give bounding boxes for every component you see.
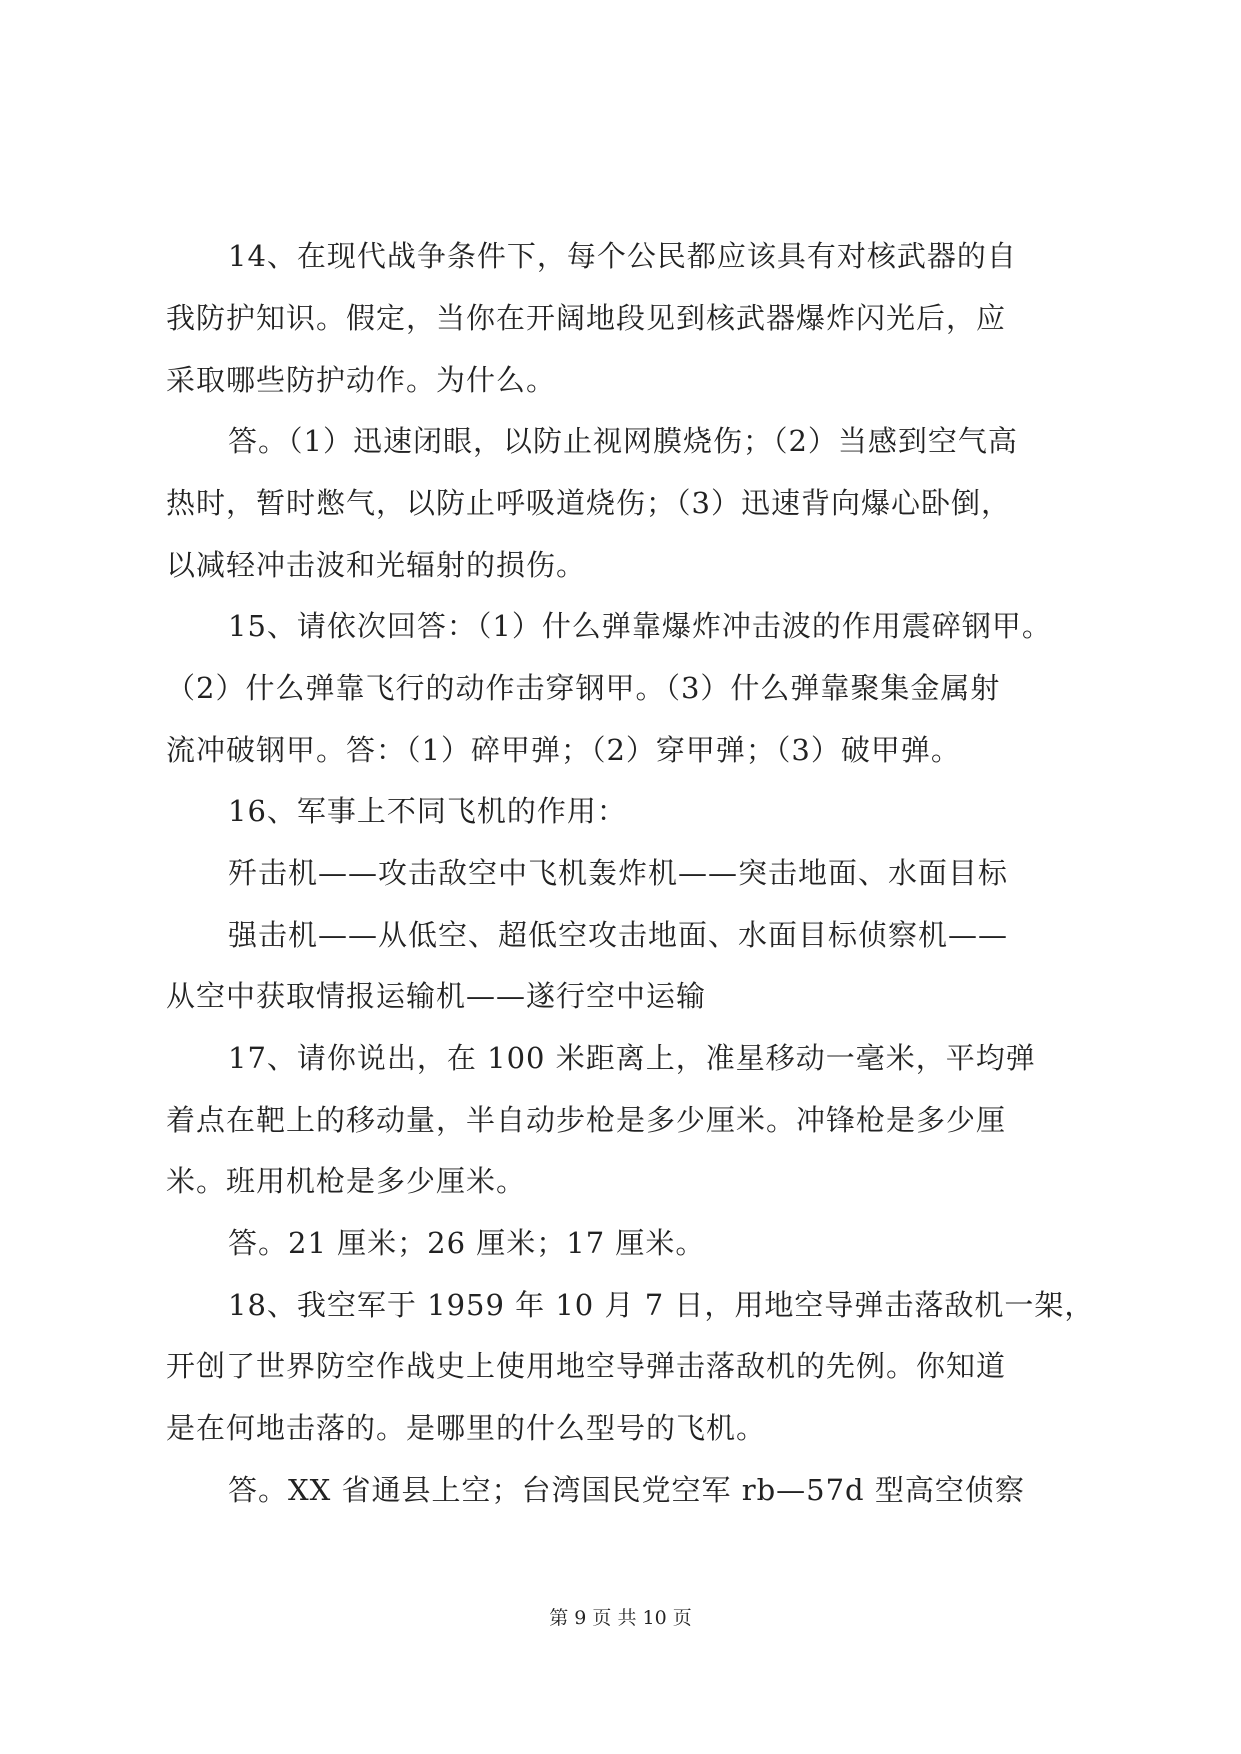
text-line: 强击机——从低空、超低空攻击地面、水面目标侦察机—— bbox=[228, 918, 1009, 952]
text-line: 以减轻冲击波和光辐射的损伤。 bbox=[166, 548, 587, 582]
text-line: 着点在靶上的移动量，半自动步枪是多少厘米。冲锋枪是多少厘 bbox=[166, 1103, 1007, 1137]
text-line: 答。（1）迅速闭眼，以防止视网膜烧伤；（2）当感到空气高 bbox=[228, 424, 1018, 458]
text-line: 18、我空军于 1959 年 10 月 7 日，用地空导弹击落敌机一架， bbox=[228, 1288, 1095, 1322]
text-line: 流冲破钢甲。答：（1）碎甲弹；（2）穿甲弹；（3）破甲弹。 bbox=[166, 733, 961, 767]
text-line: 17、请你说出，在 100 米距离上，准星移动一毫米，平均弹 bbox=[228, 1041, 1036, 1075]
text-line: 从空中获取情报运输机——遂行空中运输 bbox=[166, 979, 707, 1013]
text-line: 15、请依次回答：（1）什么弹靠爆炸冲击波的作用震碎钢甲。 bbox=[228, 609, 1052, 643]
text-line: （2）什么弹靠飞行的动作击穿钢甲。（3）什么弹靠聚集金属射 bbox=[166, 671, 1001, 705]
text-line: 答。XX 省通县上空；台湾国民党空军 rb—57d 型高空侦察 bbox=[228, 1473, 1025, 1507]
page-number-footer: 第 9 页 共 10 页 bbox=[549, 1607, 692, 1629]
text-line: 是在何地击落的。是哪里的什么型号的飞机。 bbox=[166, 1411, 767, 1445]
text-line: 米。班用机枪是多少厘米。 bbox=[166, 1164, 527, 1198]
text-line: 14、在现代战争条件下，每个公民都应该具有对核武器的自 bbox=[228, 239, 1017, 273]
text-line: 我防护知识。假定，当你在开阔地段见到核武器爆炸闪光后，应 bbox=[166, 301, 1007, 335]
text-line: 热时，暂时憋气，以防止呼吸道烧伤；（3）迅速背向爆心卧倒， bbox=[166, 486, 1011, 520]
text-line: 16、军事上不同飞机的作用： bbox=[228, 794, 627, 828]
text-line: 采取哪些防护动作。为什么。 bbox=[166, 363, 557, 397]
text-line: 歼击机——攻击敌空中飞机轰炸机——突击地面、水面目标 bbox=[228, 856, 1009, 890]
text-line: 开创了世界防空作战史上使用地空导弹击落敌机的先例。你知道 bbox=[166, 1349, 1007, 1383]
text-line: 答。21 厘米；26 厘米；17 厘米。 bbox=[228, 1226, 706, 1260]
